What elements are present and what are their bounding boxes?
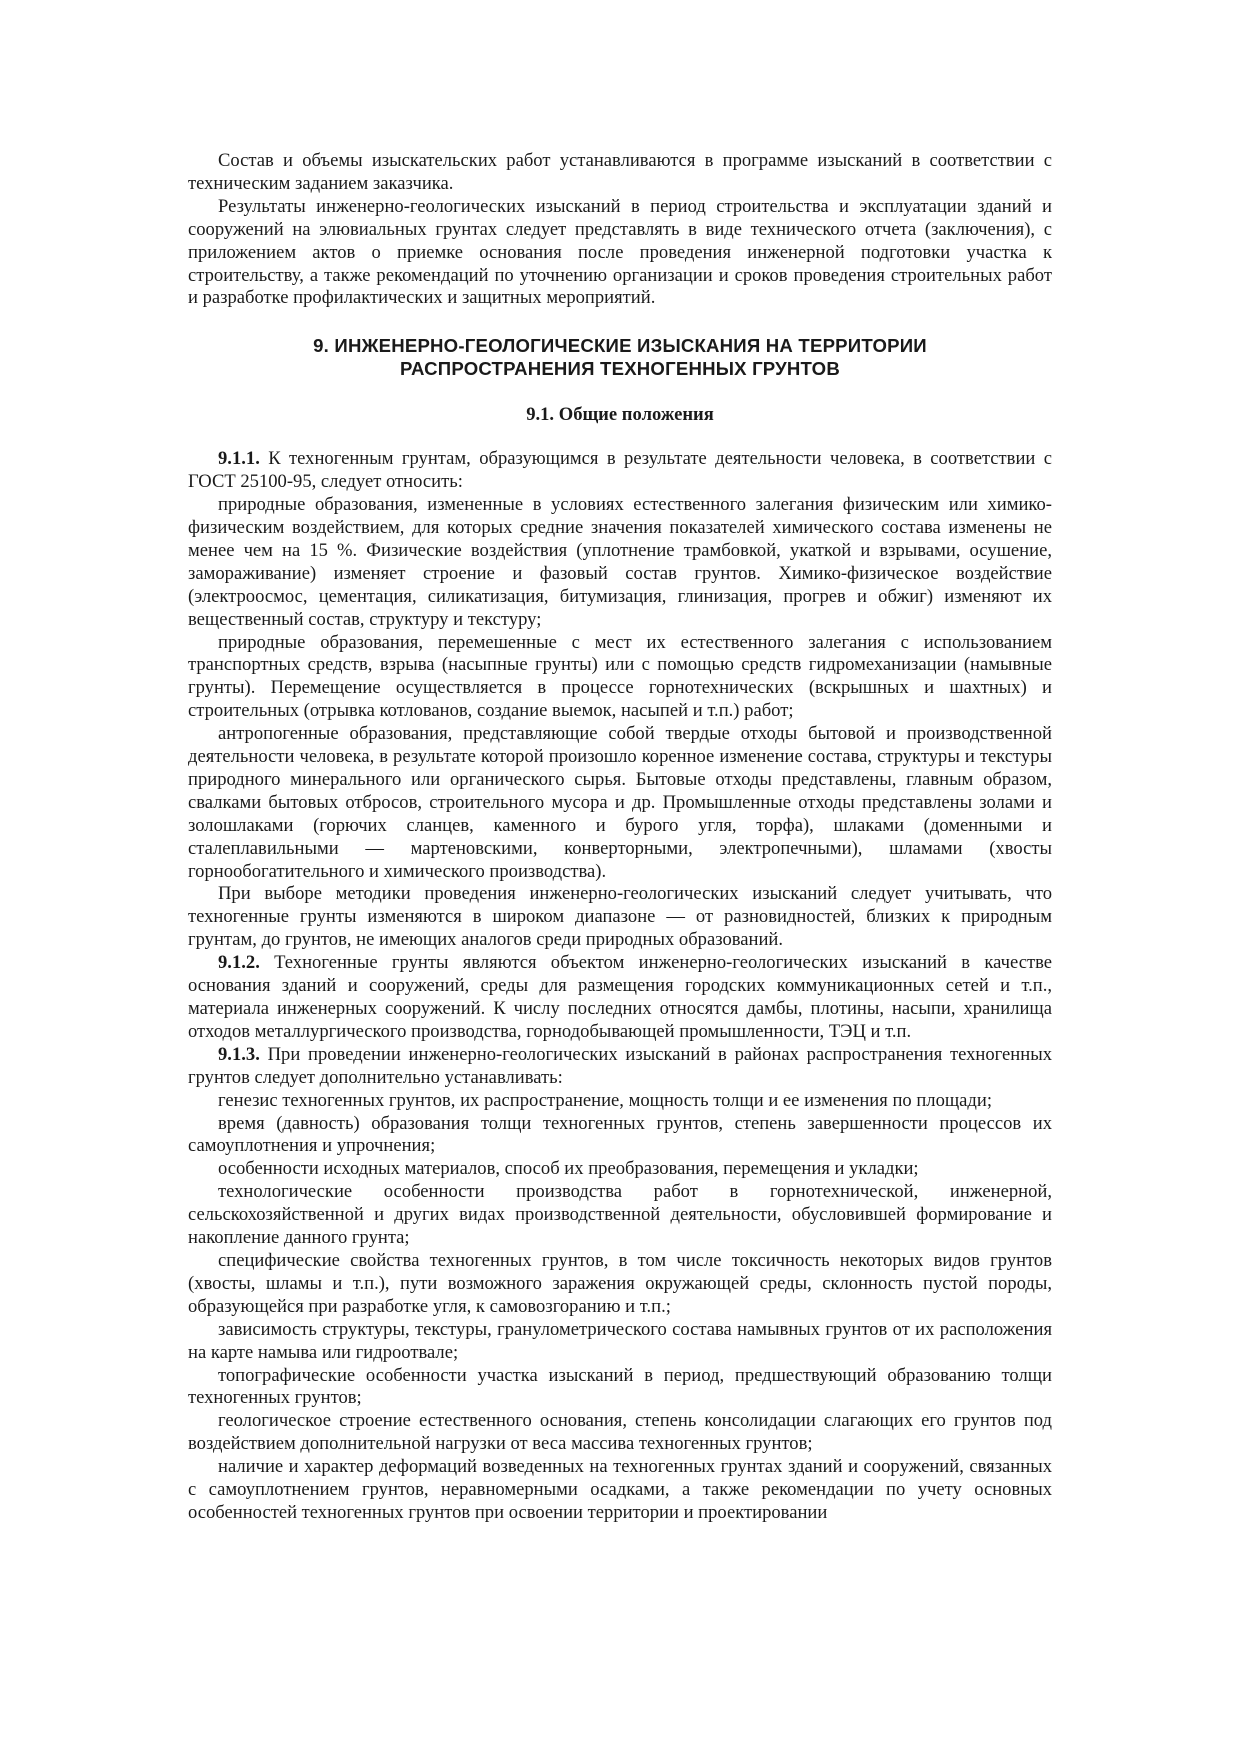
list-item: природные образования, измененные в условиях естественного залегания физическим или химико-физическим воздействием, для которых средние значения показателей химического состава изменены не менее чем на 15 %. Физические воздействия (уплотнение трамбовкой, укаткой и взрывами, осушение, замораживание) изменяет строение и фазовый состав грунтов. Химико-физическое воздействие (электроосмос, цементация, силикатизация, битумизация, глинизация, прогрев и обжиг) изменяют их вещественный состав, структуру и текстуру; <box>188 494 1052 630</box>
list-item: специфические свойства техногенных грунтов, в том числе токсичность некоторых видов грунтов (хвосты, шламы и т.п.), пути возможного заражения окружающей среды, склонность пустой породы, образующейся при разработке угля, к самовозгоранию и т.п.; <box>188 1249 1052 1317</box>
intro-paragraph-2: Результаты инженерно-геологических изысканий в период строительства и эксплуатации зданий и сооружений на элювиальных грунтах следует представлять в виде технического отчета (заключения), с приложением актов о приемке основания после проведения инженерной подготовки участка к строительству, а также рекомендаций по уточнению организации и сроков проведения строительных работ и разработке профилактических и защитных мероприятий. <box>188 195 1052 309</box>
list-item: зависимость структуры, текстуры, гранулометрического состава намывных грунтов от их расположения на карте намыва или гидроотвале; <box>188 1318 1052 1363</box>
clause-number: 9.1.3. <box>218 1043 260 1065</box>
list-item: природные образования, перемешенные с мест их естественного залегания с использованием транспортных средств, взрыва (насыпные грунты) или с помощью средств гидромеханизации (намывные грунты). Перемещение осуществляется в процессе горнотехнических (вскрышных и шахтных) и строительных (отрывка котлованов, создание выемок, насыпей и т.п.) работ; <box>188 631 1052 722</box>
clause-text: При проведении инженерно-геологических изысканий в районах распространения техногенных грунтов следует дополнительно устанавливать: <box>188 1043 1052 1088</box>
list-item: время (давность) образования толщи техногенных грунтов, степень завершенности процессов их самоуплотнения и упрочнения; <box>188 1112 1052 1157</box>
list-item: топографические особенности участка изысканий в период, предшествующий образованию толщи техногенных грунтов; <box>188 1364 1052 1409</box>
list-item: технологические особенности производства работ в горнотехнической, инженерной, сельскохозяйственной и других видах производственной деятельности, обусловившей формирование и накопление данного грунта; <box>188 1181 1052 1249</box>
section-title-line-1: 9. ИНЖЕНЕРНО-ГЕОЛОГИЧЕСКИЕ ИЗЫСКАНИЯ НА ТЕРРИТОРИИ <box>313 335 927 357</box>
clause-9-1-1 <box>188 448 1052 494</box>
section-title <box>188 334 1052 380</box>
list-item: При выборе методики проведения инженерно-геологических изысканий следует учитывать, что техногенные грунты изменяются в широком диапазоне — от разновидностей, близких к природным грунтам, до грунтов, не имеющих аналогов среди природных образований. <box>188 883 1052 951</box>
clause-number: 9.1.2. <box>218 952 260 974</box>
intro-paragraph-1: Состав и объемы изыскательских работ устанавливаются в программе изысканий в соответствии с техническим заданием заказчика. <box>188 150 1052 194</box>
document-page <box>188 150 1052 1525</box>
clause-text: К техногенным грунтам, образующимся в результате деятельности человека, в соответствии с ГОСТ 25100-95, следует относить: <box>188 448 1052 493</box>
clause-number: 9.1.1. <box>218 448 260 470</box>
clause-text: Техногенные грунты являются объектом инженерно-геологических изысканий в качестве основания зданий и сооружений, среды для размещения городских коммуникационных сетей и т.п., материала инженерных сооружений. К числу последних относятся дамбы, плотины, насыпи, хранилища отходов металлургического производства, горнодобывающей промышленности, ТЭЦ и т.п. <box>188 952 1052 1042</box>
list-item: особенности исходных материалов, способ их преобразования, перемещения и укладки; <box>218 1158 919 1180</box>
list-item: антропогенные образования, представляющие собой твердые отходы бытовой и производственной деятельности человека, в результате которой произошло коренное изменение состава, структуры и текстуры природного минерального или органического сырья. Бытовые отходы представлены, главным образом, свалками бытовых отбросов, строительного мусора и др. Промышленные отходы представлены золами и золошлаками (горючих сланцев, каменного и бурого угля, торфа), шлаками (доменными и сталеплавильными — мартеновскими, конверторными, электропечными), шламами (хвосты горнообогатительного и химического производства). <box>188 723 1052 882</box>
list-item: генезис техногенных грунтов, их распространение, мощность толщи и ее изменения по площади; <box>218 1089 993 1111</box>
section-title-line-2: РАСПРОСТРАНЕНИЯ ТЕХНОГЕННЫХ ГРУНТОВ <box>400 358 840 380</box>
list-item: наличие и характер деформаций возведенных на техногенных грунтах зданий и сооружений, связанных с самоуплотнением грунтов, неравномерными осадками, а также рекомендации по учету основных особенностей техногенных грунтов при освоении территории и проектировании <box>188 1456 1052 1523</box>
list-item: геологическое строение естественного основания, степень консолидации слагающих его грунтов под воздействием дополнительной нагрузки от веса массива техногенных грунтов; <box>188 1410 1052 1455</box>
clause-9-1-3 <box>188 1044 1052 1090</box>
clause-9-1-2 <box>188 952 1052 1044</box>
subsection-title: 9.1. Общие положения <box>526 404 714 426</box>
